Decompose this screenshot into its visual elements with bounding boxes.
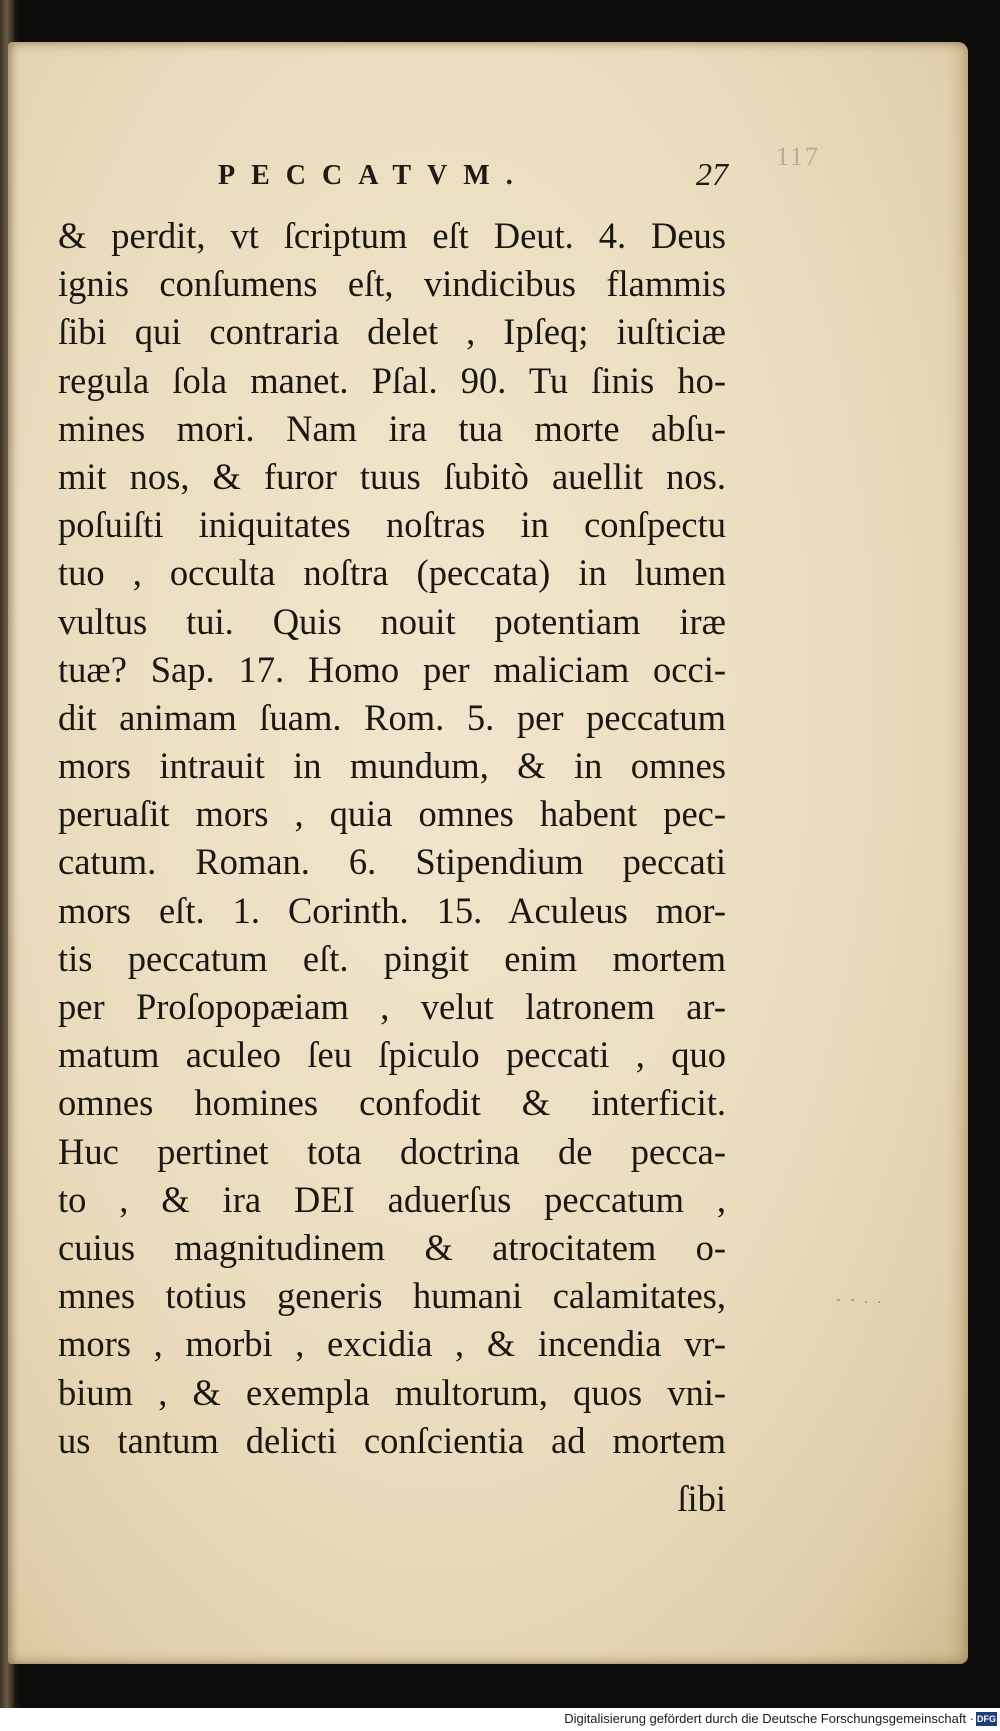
- text-line: mors intrauit in mundum, & in omnes: [58, 745, 726, 787]
- running-head: PECCATVM.: [218, 160, 529, 191]
- body-text: [58, 212, 726, 1519]
- text-line: bium , & exempla multorum, quos vni-: [58, 1371, 726, 1413]
- footer-bar: [0, 1708, 1000, 1731]
- book-page: [8, 42, 968, 1664]
- funding-credit: Digitalisierung gefördert durch die Deutsche Forschungsgemeinschaft ·: [564, 1711, 974, 1726]
- page-header: [218, 156, 728, 200]
- text-line: vultus tui. Quis nouit potentiam iræ: [58, 600, 726, 642]
- text-line: us tantum delicti conſcientia ad mortem: [58, 1419, 726, 1461]
- text-line: mit nos, & furor tuus ſubitò auellit nos.: [58, 455, 726, 497]
- text-line: dit animam ſuam. Rom. 5. per peccatum: [58, 696, 726, 738]
- text-line: regula ſola manet. Pſal. 90. Tu ſinis ho-: [58, 359, 726, 401]
- text-line: & perdit, vt ſcriptum eſt Deut. 4. Deus: [58, 215, 726, 256]
- text-line: mors eſt. 1. Corinth. 15. Aculeus mor-: [58, 889, 726, 931]
- text-line: omnes homines confodit & interficit.: [58, 1082, 726, 1124]
- catchword: ſibi: [677, 1478, 726, 1519]
- dfg-logo: DFG: [977, 1714, 996, 1724]
- text-line: to , & ira DEI aduerſus peccatum ,: [58, 1178, 726, 1220]
- text-line: mors , morbi , excidia , & incendia vr-: [58, 1323, 726, 1365]
- margin-mark: - - . .: [836, 1292, 884, 1307]
- text-line: poſuiſti iniquitates noſtras in conſpectu: [58, 504, 726, 546]
- text-line: peruaſit mors , quia omnes habent pec-: [58, 793, 726, 835]
- text-line: per Proſopopæiam , velut latronem ar-: [58, 986, 726, 1027]
- pencil-note: 117: [776, 142, 821, 171]
- text-line: catum. Roman. 6. Stipendium peccati: [58, 841, 726, 883]
- text-line: mnes totius generis humani calamitates,: [58, 1275, 726, 1317]
- text-line: Huc pertinet tota doctrina de pecca-: [58, 1130, 726, 1172]
- text-line: matum aculeo ſeu ſpiculo peccati , quo: [58, 1034, 726, 1076]
- text-line: tuo , occulta noſtra (peccata) in lumen: [58, 552, 726, 594]
- page-number: 27: [696, 156, 728, 192]
- text-line: mines mori. Nam ira tua morte abſu-: [58, 407, 726, 449]
- text-line: tuæ? Sap. 17. Homo per maliciam occi-: [58, 648, 726, 690]
- text-line: cuius magnitudinem & atrocitatem o-: [58, 1226, 726, 1268]
- text-line: ignis conſumens eſt, vindicibus flammis: [58, 263, 726, 305]
- text-line: tis peccatum eſt. pingit enim mortem: [58, 937, 726, 979]
- text-line: ſibi qui contraria delet , Ipſeq; iuſticiæ: [58, 311, 726, 353]
